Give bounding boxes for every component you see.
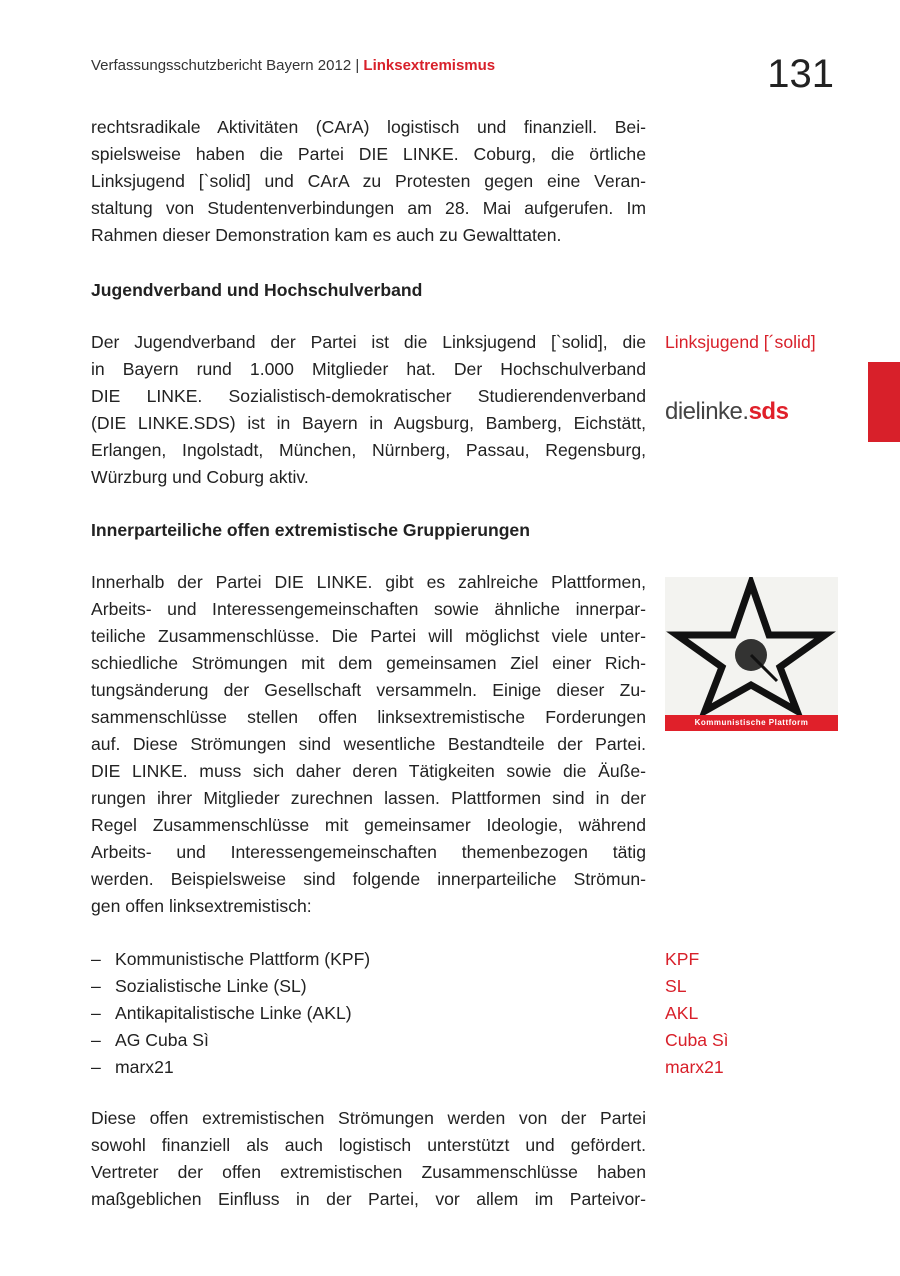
paragraph-1 — [91, 114, 646, 249]
text-line: Rahmen dieser Demonstration kam es auch zu Gewalttaten. — [91, 225, 562, 245]
running-header — [91, 57, 495, 74]
text-line: Würzburg und Coburg aktiv. — [91, 467, 309, 487]
list-item-text: Kommunistische Plattform (KPF) — [115, 949, 371, 969]
star-icon — [665, 577, 838, 715]
list-item-text: marx21 — [115, 1057, 174, 1077]
text-line: Diese offen extremistischen Strömungen werden von der Partei — [91, 1108, 646, 1128]
list-dash: – — [91, 1003, 101, 1023]
text-line: Arbeits- und Interessengemeinschaften themenbezogen tätig — [91, 842, 646, 862]
text-line: Linksjugend [`solid] und CArA zu Protesten gegen eine Veran- — [91, 171, 646, 191]
text-line: DIE LINKE. muss sich daher deren Tätigkeiten sowie die Äuße- — [91, 761, 646, 781]
text-line: Der Jugendverband der Partei ist die Linksjugend [`solid], die — [91, 332, 646, 352]
list-item — [91, 973, 370, 1000]
list-item-text: Sozialistische Linke (SL) — [115, 976, 307, 996]
text-line: staltung von Studentenverbindungen am 28. Mai aufgerufen. Im — [91, 198, 646, 218]
text-line: DIE LINKE. Sozialistisch-demokratischer Studierendenverband — [91, 386, 646, 406]
text-line: Arbeits- und Interessengemeinschaften sowie ähnliche innerpar- — [91, 599, 646, 619]
text-line: Regel Zusammenschlüsse mit gemeinsamer Ideologie, während — [91, 815, 646, 835]
text-line: Erlangen, Ingolstadt, München, Nürnberg, Passau, Regensburg, — [91, 440, 646, 460]
margin-note: SL — [665, 976, 687, 996]
margin-note: KPF — [665, 949, 700, 969]
dielinke-sds-logo — [665, 398, 820, 436]
text-line: (DIE LINKE.SDS) ist in Bayern in Augsburg, Bamberg, Eichstätt, — [91, 413, 646, 433]
list-item — [91, 1027, 370, 1054]
page-number: 131 — [767, 52, 834, 96]
text-line: tungsänderung der Gesellschaft versammeln. Einige dieser Zu- — [91, 680, 646, 700]
text-line: Vertreter der offen extremistischen Zusammenschlüsse haben — [91, 1162, 646, 1182]
text-line: rechtsradikale Aktivitäten (CArA) logistisch und finanziell. Bei- — [91, 117, 646, 137]
text-line: werden. Beispielsweise sind folgende innerparteiliche Strömun- — [91, 869, 646, 889]
list-item-text: AG Cuba Sì — [115, 1030, 209, 1050]
report-title: Verfassungsschutzbericht Bayern 2012 | — [91, 57, 360, 74]
text-line: spielsweise haben die Partei DIE LINKE. Coburg, die örtliche — [91, 144, 646, 164]
logo-text: dielinke. — [665, 398, 749, 425]
margin-note: marx21 — [665, 1057, 724, 1077]
list-item — [91, 946, 370, 973]
section-title: Linksextremismus — [363, 57, 496, 74]
heading-jugendverband: Jugendverband und Hochschulverband — [91, 280, 423, 300]
list-item — [91, 1054, 370, 1081]
groups-list — [91, 946, 370, 1081]
margin-note: Cuba Sì — [665, 1030, 729, 1050]
list-item — [91, 1000, 370, 1027]
kpf-logo — [665, 577, 838, 731]
text-line: rungen ihrer Mitglieder zurechnen lassen. Plattformen sind in der — [91, 788, 646, 808]
text-line: gen offen linksextremistisch: — [91, 896, 312, 916]
text-line: in Bayern rund 1.000 Mitglieder hat. Der Hochschulverband — [91, 359, 646, 379]
chapter-tab-marker — [868, 362, 900, 442]
text-line: schiedliche Strömungen mit dem gemeinsamen Ziel einer Rich- — [91, 653, 646, 673]
text-line: sowohl finanziell als auch logistisch unterstützt und gefördert. — [91, 1135, 646, 1155]
text-line: auf. Diese Strömungen sind wesentliche Bestandteile der Partei. — [91, 734, 646, 754]
logo-text-accent: sds — [748, 398, 789, 425]
list-dash: – — [91, 1057, 101, 1077]
list-dash: – — [91, 1030, 101, 1050]
heading-gruppierungen: Innerparteiliche offen extremistische Gruppierungen — [91, 520, 530, 540]
text-line: maßgeblichen Einfluss in der Partei, vor allem im Parteivor- — [91, 1189, 646, 1209]
paragraph-3 — [91, 569, 646, 920]
text-line: sammenschlüsse stellen offen linksextremistische Forderungen — [91, 707, 646, 727]
paragraph-2 — [91, 329, 646, 491]
margin-note: AKL — [665, 1003, 699, 1023]
list-dash: – — [91, 949, 101, 969]
list-item-text: Antikapitalistische Linke (AKL) — [115, 1003, 352, 1023]
text-line: Innerhalb der Partei DIE LINKE. gibt es zahlreiche Plattformen, — [91, 572, 646, 592]
paragraph-4 — [91, 1105, 646, 1213]
margin-notes-groups — [665, 946, 729, 1081]
text-line: teiliche Zusammenschlüsse. Die Partei will möglichst viele unter- — [91, 626, 646, 646]
margin-note-linksjugend: Linksjugend [´solid] — [665, 332, 816, 352]
list-dash: – — [91, 976, 101, 996]
kpf-logo-label: Kommunistische Plattform — [665, 715, 838, 731]
